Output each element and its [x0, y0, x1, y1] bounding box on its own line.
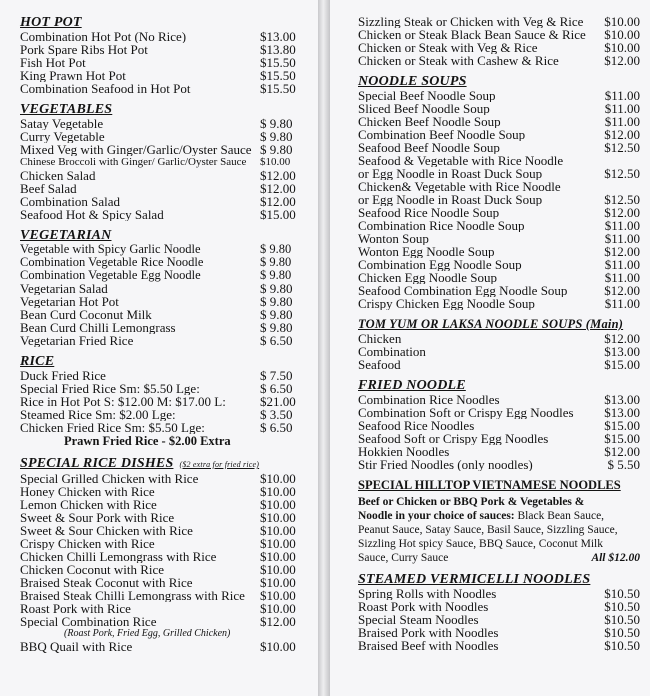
item-price: $ 6.50: [260, 381, 293, 396]
prawn-extra-note: Prawn Fried Rice - $2.00 Extra: [64, 434, 231, 448]
section-sizzling: [358, 15, 640, 67]
item-name: Combination Salad: [20, 195, 121, 208]
item-name: Chicken Coconut with Rice: [20, 563, 165, 576]
item-name: Wonton Soup: [358, 232, 429, 245]
item-price: $10.00: [260, 510, 296, 525]
item-name: Sizzling Steak or Chicken with Veg & Rice: [358, 15, 584, 28]
item-name: Combination Hot Pot (No Rice): [20, 30, 187, 43]
item-price: $12.00: [260, 614, 296, 629]
item-name: Sweet & Sour Pork with Rice: [20, 511, 175, 524]
item-price: $12.00: [604, 205, 640, 220]
menu-item: [358, 406, 640, 419]
menu-item: [358, 258, 640, 271]
menu-item: [358, 284, 640, 297]
item-price: $11.00: [604, 114, 640, 129]
page-fold: [318, 0, 330, 696]
menu-item: [358, 15, 640, 28]
item-name: Chicken or Steak with Cashew & Rice: [358, 54, 559, 67]
item-name: Seafood Rice Noodle Soup: [358, 206, 500, 219]
section-title: STEAMED VERMICELLI NOODLES: [358, 572, 591, 587]
hilltop-text: Sauce, Curry Sauce: [358, 552, 449, 564]
hilltop-text: Peanut Sauce, Satay Sauce, Basil Sauce, Sizzling Sauce,: [358, 524, 618, 536]
item-price: $ 9.80: [260, 242, 292, 256]
item-name: Combination Soft or Crispy Egg Noodles: [358, 406, 574, 419]
item-price: $13.00: [604, 344, 640, 359]
item-price: $10.00: [604, 40, 640, 55]
menu-item: [358, 128, 640, 141]
item-price: $12.00: [604, 53, 640, 68]
item-name: Chinese Broccoli with Ginger/ Garlic/Oyster Sauce: [20, 156, 247, 168]
item-price: $10.00: [604, 27, 640, 42]
menu-item: [358, 54, 640, 67]
menu-item: [358, 206, 640, 219]
item-name: Special Steam Noodles: [358, 613, 479, 626]
item-name: or Egg Noodle in Roast Duck Soup: [358, 193, 543, 206]
item-name: Braised Steak Chilli Lemongrass with Rice: [20, 589, 245, 602]
menu-item: [358, 613, 640, 626]
hilltop-text: Sizzling Hot spicy Sauce, BBQ Sauce, Coconut Milk: [358, 538, 603, 550]
item-price: $11.00: [604, 101, 640, 116]
item-name: Roast Pork with Noodles: [358, 600, 489, 613]
section-vegetarian: [20, 228, 312, 347]
item-name: Crispy Chicken with Rice: [20, 537, 155, 550]
item-name: Combination Vegetable Rice Noodle: [20, 256, 204, 269]
item-name: Combination Seafood in Hot Pot: [20, 82, 191, 95]
item-name: Seafood & Vegetable with Rice Noodle: [358, 154, 564, 167]
item-price: $12.50: [604, 192, 640, 207]
menu-item: [20, 421, 312, 434]
menu-item: [20, 615, 312, 628]
item-name: Chicken Salad: [20, 169, 96, 182]
item-name: Special Beef Noodle Soup: [358, 89, 496, 102]
menu-item: [358, 232, 640, 245]
item-price: $ 7.50: [260, 368, 293, 383]
section-hot-pot: [20, 15, 312, 95]
item-name: Combination Beef Noodle Soup: [358, 128, 526, 141]
section-rice: [20, 354, 312, 449]
menu-item: [358, 89, 640, 102]
menu-item: [358, 28, 640, 41]
menu-item: [358, 458, 640, 471]
hilltop-bold-line: Beef or Chicken or BBQ Pork & Vegetables &: [358, 496, 585, 508]
item-price: $11.00: [604, 257, 640, 272]
item-price: $15.00: [604, 357, 640, 372]
menu-item: [20, 208, 312, 221]
hilltop-description: [358, 495, 640, 565]
menu-item: [358, 587, 640, 600]
menu-item: [358, 445, 640, 458]
section-title: SPECIAL RICE DISHES ($2 extra for fried rice): [20, 456, 260, 471]
item-price: $15.50: [260, 55, 296, 70]
item-name: Bean Curd Coconut Milk: [20, 308, 152, 321]
item-price: $ 9.80: [260, 129, 293, 144]
menu-item: [358, 154, 640, 167]
item-name: Hokkien Noodles: [358, 445, 450, 458]
section-special-rice: [20, 456, 312, 653]
item-price: $11.00: [604, 88, 640, 103]
item-name: Seafood Rice Noodles: [358, 419, 475, 432]
item-name: Combination Rice Noodle Soup: [358, 219, 525, 232]
menu-item-continued: [358, 167, 640, 180]
item-price: $ 6.50: [260, 333, 293, 348]
section-title: TOM YUM OR LAKSA NOODLE SOUPS (Main): [358, 317, 624, 331]
menu-item: [358, 141, 640, 154]
item-name: Chicken Beef Noodle Soup: [358, 115, 501, 128]
menu-item: [358, 180, 640, 193]
item-price: $12.50: [604, 166, 640, 181]
item-price: $ 9.80: [260, 307, 293, 322]
item-price: $15.00: [604, 431, 640, 446]
item-price: $10.50: [604, 638, 640, 653]
item-name: Seafood Soft or Crispy Egg Noodles: [358, 432, 549, 445]
item-price: $ 9.80: [260, 255, 292, 269]
item-price: $10.00: [260, 523, 296, 538]
item-name: Seafood: [358, 358, 401, 371]
item-price: $10.00: [260, 484, 296, 499]
section-title: VEGETARIAN: [20, 228, 112, 243]
menu-item: [358, 332, 640, 345]
item-price: $15.50: [260, 81, 296, 96]
section-vegetables: [20, 102, 312, 221]
menu-item: [358, 297, 640, 310]
item-price: $ 5.50: [607, 457, 640, 472]
item-price: $15.00: [260, 207, 296, 222]
section-title-note: ($2 extra for fried rice): [179, 460, 260, 469]
item-name: Combination Vegetable Egg Noodle: [20, 269, 201, 282]
hilltop-text: Black Bean Sauce,: [514, 510, 605, 522]
item-name: Curry Vegetable: [20, 130, 105, 143]
menu-item: [358, 345, 640, 358]
item-name: Seafood Beef Noodle Soup: [358, 141, 500, 154]
item-name: Fish Hot Pot: [20, 56, 86, 69]
item-name: Braised Beef with Noodles: [358, 639, 499, 652]
item-name: King Prawn Hot Pot: [20, 69, 126, 82]
item-name: Stir Fried Noodles (only noodles): [358, 458, 533, 471]
item-price: $ 9.80: [260, 281, 293, 296]
item-name: Pork Spare Ribs Hot Pot: [20, 43, 148, 56]
item-name: Chicken or Steak Black Bean Sauce & Rice: [358, 28, 586, 41]
item-price: $ 9.80: [260, 294, 293, 309]
item-name: Chicken Fried Rice Sm: $5.50 Lge:: [20, 421, 205, 434]
item-price: $ 9.80: [260, 320, 293, 335]
item-price: $13.00: [260, 29, 296, 44]
item-price: $ 3.50: [260, 407, 293, 422]
section-title: FRIED NOODLE: [358, 378, 466, 393]
item-price: $10.50: [604, 612, 640, 627]
item-price: $11.00: [604, 231, 640, 246]
menu-item: [358, 41, 640, 54]
section-title: RICE: [20, 354, 55, 369]
item-price: $10.00: [260, 575, 296, 590]
item-name: Beef Salad: [20, 182, 77, 195]
item-name: Vegetarian Hot Pot: [20, 295, 119, 308]
menu-item: [20, 640, 312, 653]
menu-item: [358, 432, 640, 445]
item-name: Steamed Rice Sm: $2.00 Lge:: [20, 408, 176, 421]
item-price: $13.80: [260, 42, 296, 57]
item-name: Satay Vegetable: [20, 117, 104, 130]
item-price: $10.00: [260, 562, 296, 577]
item-name: Chicken& Vegetable with Rice Noodle: [358, 180, 561, 193]
item-name: Special Combination Rice: [20, 615, 157, 628]
menu-item: [358, 245, 640, 258]
menu-item: [358, 219, 640, 232]
menu-item: [358, 358, 640, 371]
item-name: Chicken Chilli Lemongrass with Rice: [20, 550, 217, 563]
item-name: Special Grilled Chicken with Rice: [20, 472, 199, 485]
menu-item: [358, 102, 640, 115]
menu-item: [358, 115, 640, 128]
item-price: $ 9.80: [260, 116, 293, 131]
section-vermicelli: [358, 572, 640, 652]
section-fried-noodle: [358, 378, 640, 471]
item-price: $12.50: [604, 140, 640, 155]
item-price: $12.00: [604, 444, 640, 459]
item-price: $21.00: [260, 394, 296, 409]
item-price: $10.00: [260, 497, 296, 512]
item-name: Combination Egg Noodle Soup: [358, 258, 522, 271]
menu-item: [358, 419, 640, 432]
item-name: BBQ Quail with Rice: [20, 640, 133, 653]
item-price: $11.00: [604, 296, 640, 311]
item-price: $10.00: [604, 14, 640, 29]
item-name: Combination: [358, 345, 426, 358]
item-price: $12.00: [260, 181, 296, 196]
item-price: $ 6.50: [260, 420, 293, 435]
item-name: Vegetable with Spicy Garlic Noodle: [20, 243, 201, 256]
item-price: $10.00: [260, 601, 296, 616]
menu-page-right: [330, 0, 650, 696]
menu-item: [358, 393, 640, 406]
item-name: Lemon Chicken with Rice: [20, 498, 157, 511]
item-name: Wonton Egg Noodle Soup: [358, 245, 495, 258]
item-price: $15.50: [260, 68, 296, 83]
item-price: $12.00: [604, 127, 640, 142]
item-price: $12.00: [604, 244, 640, 259]
item-price: $10.50: [604, 599, 640, 614]
item-price: $12.00: [604, 331, 640, 346]
hilltop-price: All $12.00: [591, 552, 640, 564]
item-name: Braised Steak Coconut with Rice: [20, 576, 193, 589]
item-price: $ 9.80: [260, 268, 292, 282]
item-name: Mixed Veg with Ginger/Garlic/Oyster Sauce: [20, 143, 252, 156]
item-name: Duck Fried Rice: [20, 369, 106, 382]
item-name: Seafood Combination Egg Noodle Soup: [358, 284, 568, 297]
hilltop-bold-line: Noodle in your choice of sauces:: [358, 510, 515, 522]
item-name: Honey Chicken with Rice: [20, 485, 155, 498]
item-price: $10.00: [260, 536, 296, 551]
menu-item: [20, 82, 312, 95]
item-name: Crispy Chicken Egg Noodle Soup: [358, 297, 535, 310]
item-price: $10.00: [260, 156, 291, 168]
item-price: $11.00: [604, 218, 640, 233]
item-name: Roast Pork with Rice: [20, 602, 131, 615]
item-price: $10.00: [260, 471, 296, 486]
item-name: Rice in Hot Pot S: $12.00 M: $17.00 L:: [20, 395, 226, 408]
section-tom-yum: [358, 317, 640, 371]
section-title: SPECIAL HILLTOP VIETNAMESE NOODLES: [358, 478, 621, 492]
item-price: $10.00: [260, 549, 296, 564]
item-name: Chicken or Steak with Veg & Rice: [358, 41, 538, 54]
item-price: $10.00: [260, 639, 296, 654]
menu-item-continued: [358, 193, 640, 206]
item-price: $ 9.80: [260, 142, 293, 157]
item-name: Chicken: [358, 332, 402, 345]
item-name: Combination Rice Noodles: [358, 393, 500, 406]
menu-item: [20, 334, 312, 347]
menu-item: [358, 626, 640, 639]
section-title: HOT POT: [20, 15, 82, 30]
item-name: Chicken Egg Noodle Soup: [358, 271, 498, 284]
item-name: Sweet & Sour Chicken with Rice: [20, 524, 193, 537]
menu-page-left: [0, 0, 318, 696]
item-name: or Egg Noodle in Roast Duck Soup: [358, 167, 543, 180]
item-price: $13.00: [604, 392, 640, 407]
item-price: $15.00: [604, 418, 640, 433]
section-hilltop: [358, 478, 640, 565]
menu-item: [358, 639, 640, 652]
item-price: $10.50: [604, 625, 640, 640]
combination-rice-note: (Roast Pork, Fried Egg, Grilled Chicken): [64, 628, 231, 639]
menu-item: [358, 271, 640, 284]
item-name: Braised Pork with Noodles: [358, 626, 499, 639]
section-title: VEGETABLES: [20, 102, 113, 117]
menu-item: [358, 600, 640, 613]
item-name: Bean Curd Chilli Lemongrass: [20, 321, 176, 334]
section-title: NOODLE SOUPS: [358, 74, 467, 89]
item-price: $11.00: [604, 270, 640, 285]
item-name: Special Fried Rice Sm: $5.50 Lge:: [20, 382, 200, 395]
item-price: $12.00: [260, 194, 296, 209]
item-name: Sliced Beef Noodle Soup: [358, 102, 490, 115]
item-name: Spring Rolls with Noodles: [358, 587, 497, 600]
item-price: $13.00: [604, 405, 640, 420]
item-price: $10.50: [604, 586, 640, 601]
menu-item: [20, 143, 312, 156]
item-price: $12.00: [260, 168, 296, 183]
section-noodle-soups: [358, 74, 640, 310]
item-price: $10.00: [260, 588, 296, 603]
item-name: Vegetarian Fried Rice: [20, 334, 134, 347]
item-price: $12.00: [604, 283, 640, 298]
item-name: Seafood Hot & Spicy Salad: [20, 208, 164, 221]
item-name: Vegetarian Salad: [20, 282, 108, 295]
